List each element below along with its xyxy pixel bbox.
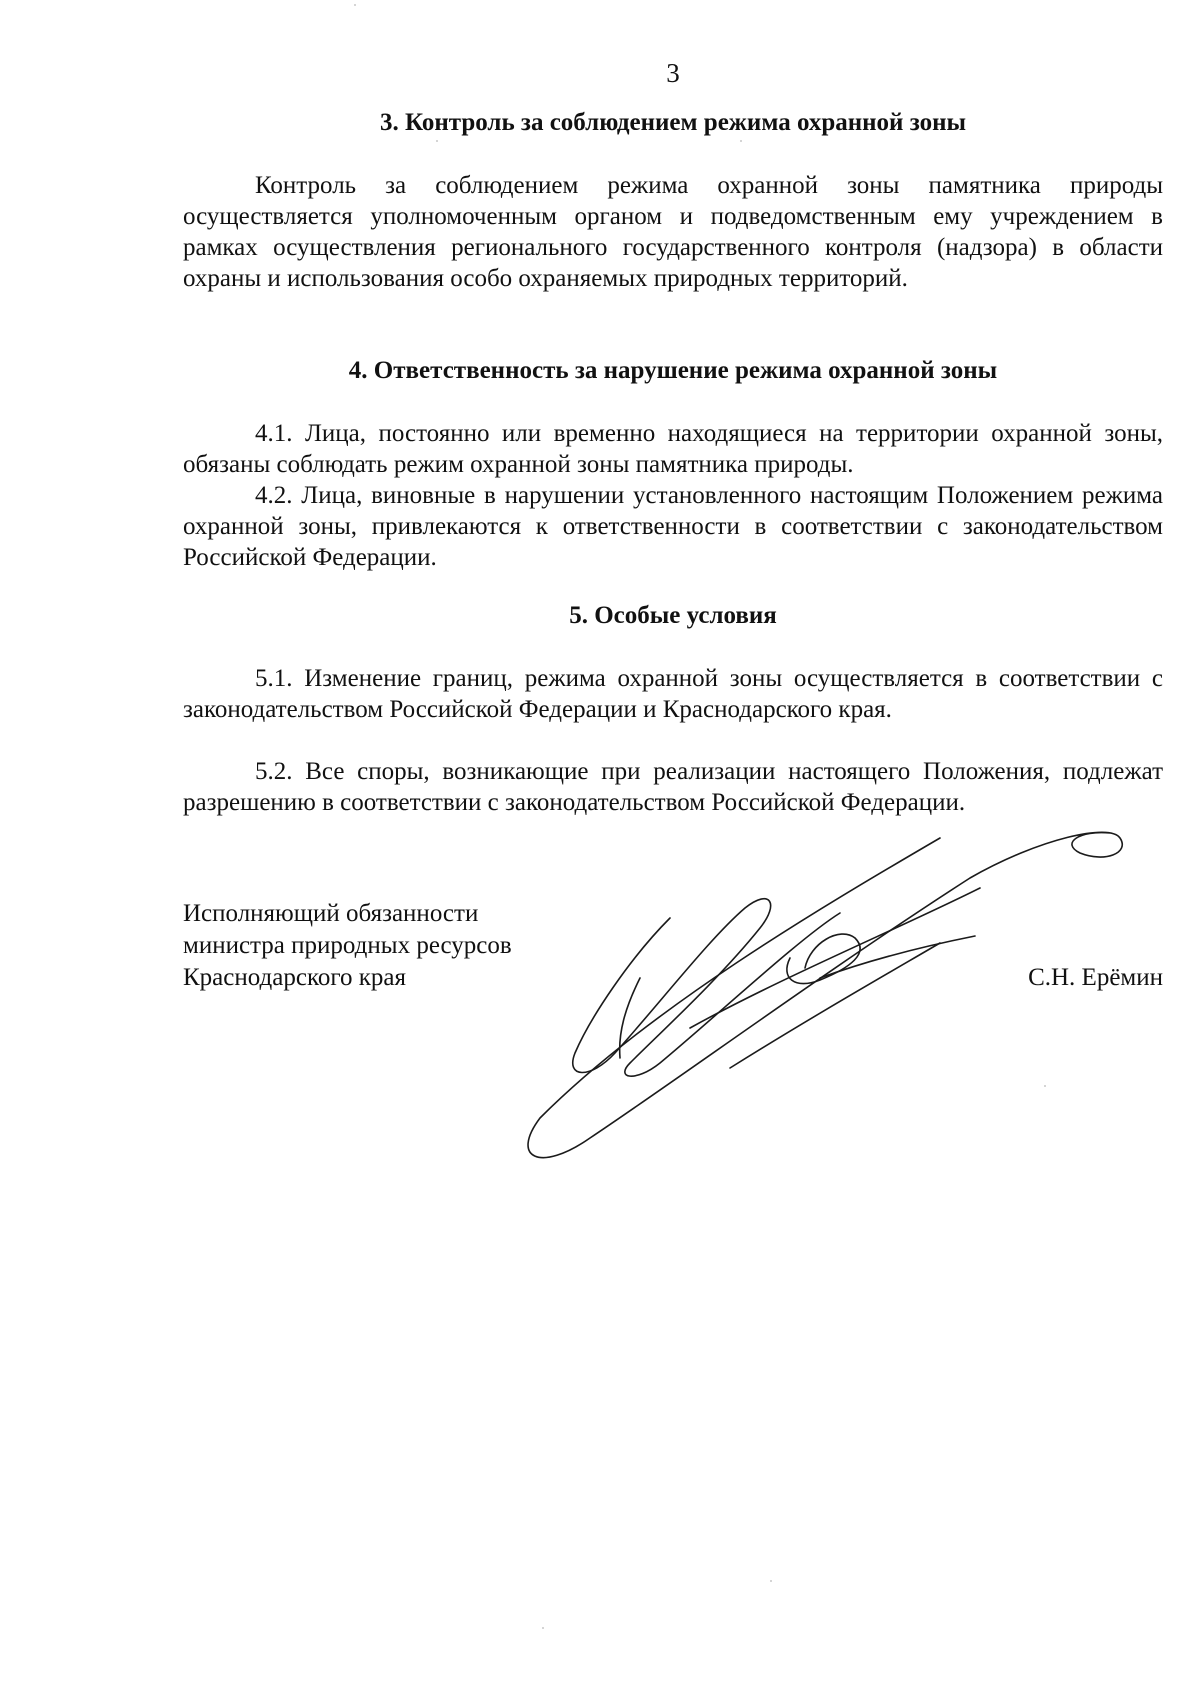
section-4-paragraph-1: 4.1. Лица, постоянно или временно находящиеся на территории охранной зоны, обязаны соблюдать режим охранной зоны памятника природы. — [183, 420, 1163, 478]
scan-speck — [542, 1627, 544, 1629]
section-5-paragraph-2: 5.2. Все споры, возникающие при реализации настоящего Положения, подлежат разрешению в соответствии с законодательством Российской Федерации. — [183, 758, 1163, 816]
scan-speck — [740, 140, 742, 142]
section-3-paragraph: Контроль за соблюдением режима охранной зоны памятника природы осуществляется уполномоченным органом и подведомственным ему учреждением в рамках осуществления регионального государственного контроля (надзора) в области охраны и использования особо охраняемых природных территорий. — [183, 172, 1163, 292]
section-5-heading: 5. Особые условия — [569, 602, 777, 629]
signatory-name: С.Н. Ерёмин — [1028, 964, 1163, 991]
scan-speck — [354, 4, 356, 6]
signatory-title-line: Краснодарского края — [183, 964, 406, 991]
signatory-title-line: Исполняющий обязанности — [183, 900, 479, 927]
signatory-title-line: министра природных ресурсов — [183, 932, 512, 959]
signatory-title — [183, 898, 512, 994]
section-5-paragraph-1: 5.1. Изменение границ, режима охранной зоны осуществляется в соответствии с законодательством Российской Федерации и Краснодарского края. — [183, 665, 1163, 723]
page-number: 3 — [666, 58, 680, 88]
section-4-heading: 4. Ответственность за нарушение режима охранной зоны — [348, 357, 998, 384]
section-3-heading: 3. Контроль за соблюдением режима охранной зоны — [379, 109, 967, 136]
handwritten-signature — [520, 818, 1140, 1178]
scan-speck — [1044, 1085, 1046, 1087]
section-4-paragraph-2: 4.2. Лица, виновные в нарушении установленного настоящим Положением режима охранной зоны, привлекаются к ответственности в соответствии с законодательством Российской Федерации. — [183, 482, 1163, 571]
scan-speck — [436, 140, 438, 142]
scan-speck — [770, 1580, 772, 1582]
